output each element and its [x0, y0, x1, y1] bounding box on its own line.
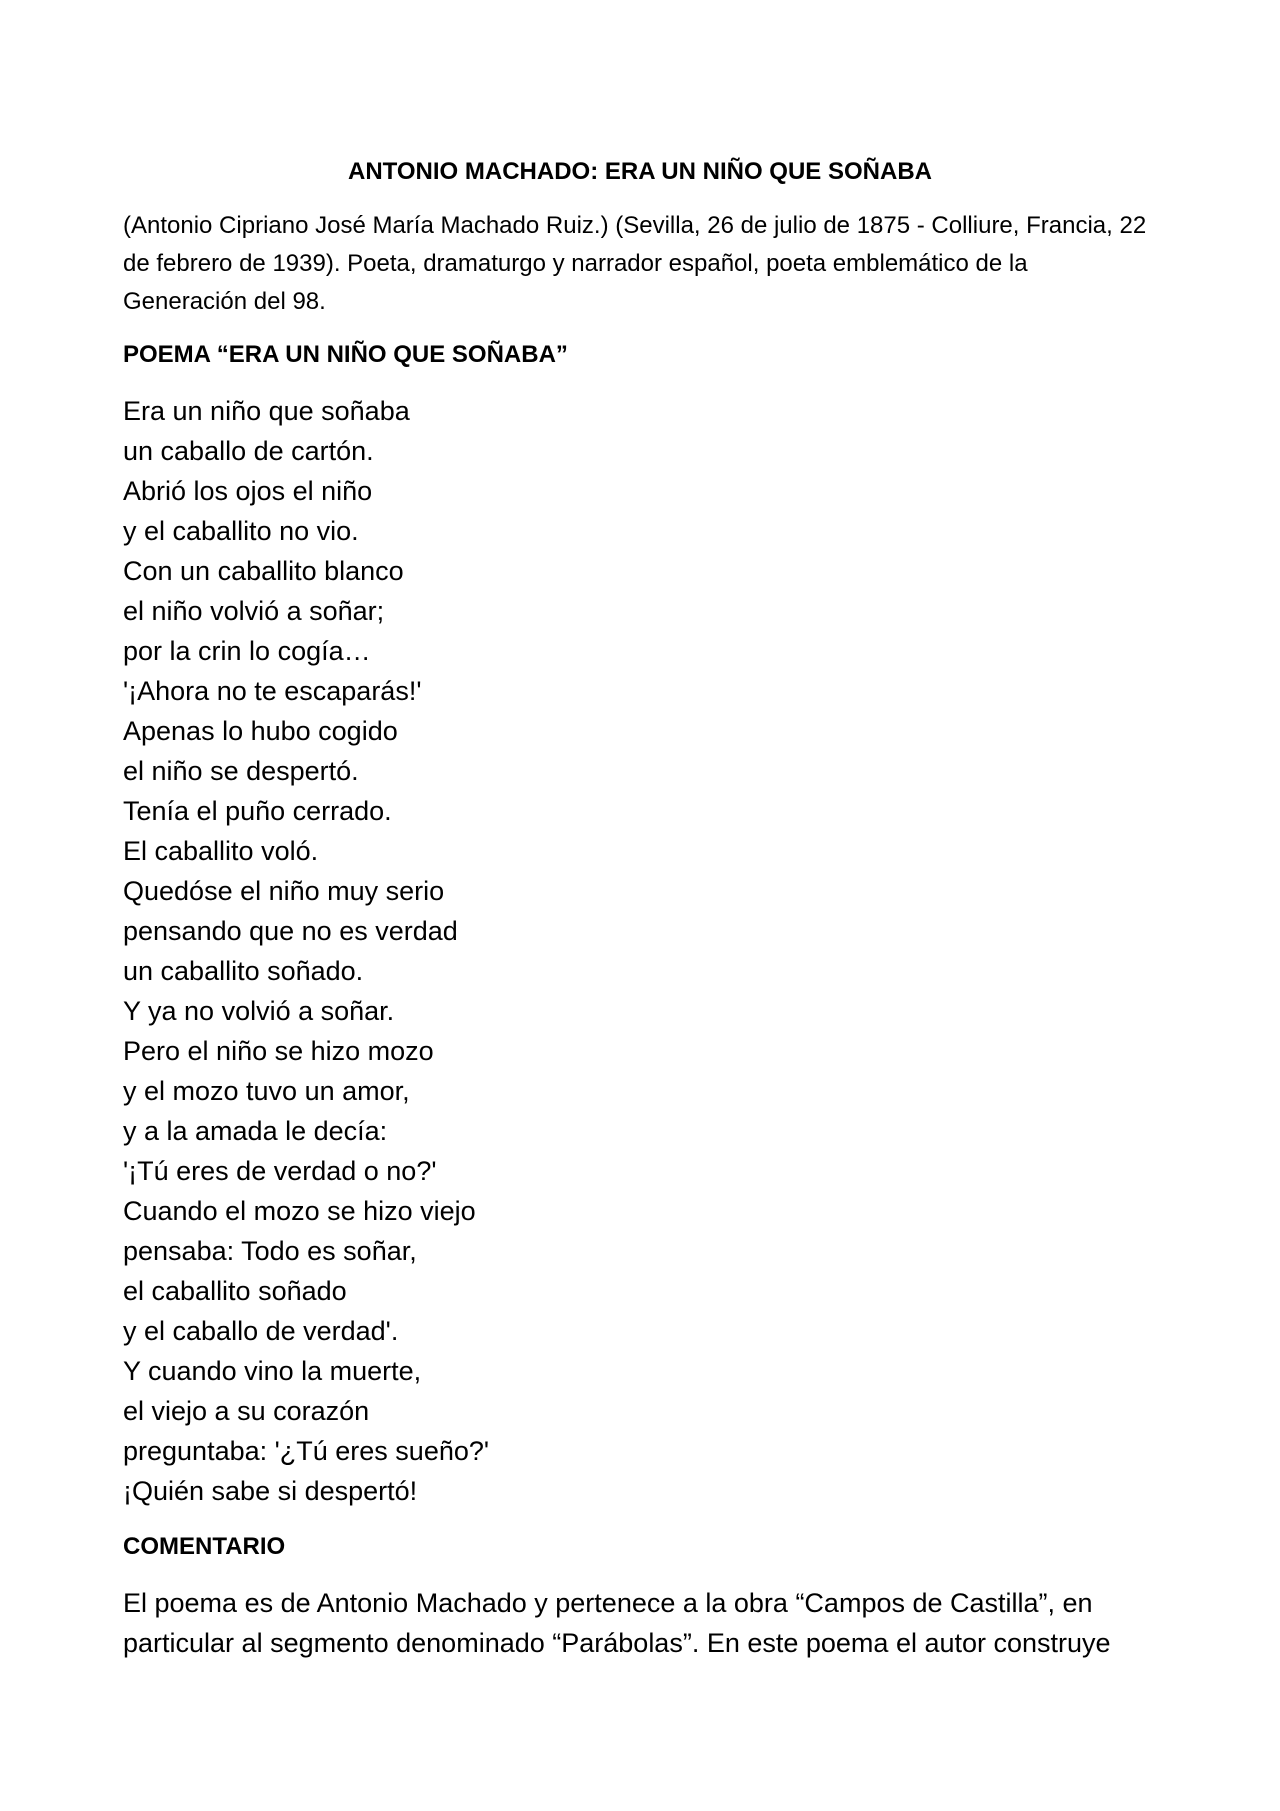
poem-line: el caballito soñado	[123, 1276, 347, 1306]
poem-line: y el caballito no vio.	[123, 516, 359, 546]
poem-line: Apenas lo hubo cogido	[123, 716, 398, 746]
poem-line: Con un caballito blanco	[123, 556, 404, 586]
poem-line: por la crin lo cogía…	[123, 636, 371, 666]
poem-line: el niño volvió a soñar;	[123, 596, 385, 626]
comment-heading: COMENTARIO	[123, 1533, 286, 1560]
poem-line: ¡Quién sabe si despertó!	[123, 1476, 418, 1506]
poem-line: Abrió los ojos el niño	[123, 476, 373, 506]
poem-line: el viejo a su corazón	[123, 1396, 370, 1426]
poem-line: pensando que no es verdad	[123, 916, 458, 946]
poem-line: '¡Ahora no te escaparás!'	[123, 676, 422, 706]
poem-line: Y cuando vino la muerte,	[123, 1356, 422, 1386]
poem-line: pensaba: Todo es soñar,	[123, 1236, 417, 1266]
author-intro: (Antonio Cipriano José María Machado Ruiz.) (Sevilla, 26 de julio de 1875 - Colliure, Francia, 22 de febrero de 1939). Poeta, dramaturgo y narrador español, poeta emblemático de la Generación del 98.	[123, 212, 1147, 315]
poem-line: Cuando el mozo se hizo viejo	[123, 1196, 476, 1226]
poem-line: Era un niño que soñaba	[123, 396, 410, 426]
poem-line: el niño se despertó.	[123, 756, 359, 786]
poem-line: Tenía el puño cerrado.	[123, 796, 392, 826]
poem-line: y a la amada le decía:	[123, 1116, 388, 1146]
poem-line: '¡Tú eres de verdad o no?'	[123, 1156, 437, 1186]
poem-line: Pero el niño se hizo mozo	[123, 1036, 434, 1066]
poem-line: y el mozo tuvo un amor,	[123, 1076, 410, 1106]
poem-line: un caballo de cartón.	[123, 436, 374, 466]
document-title: ANTONIO MACHADO: ERA UN NIÑO QUE SOÑABA	[347, 158, 932, 185]
poem-line: y el caballo de verdad'.	[123, 1316, 399, 1346]
poem	[123, 391, 1157, 1511]
document-content	[123, 155, 1157, 1663]
poem-line: preguntaba: '¿Tú eres sueño?'	[123, 1436, 490, 1466]
comment-body: El poema es de Antonio Machado y pertenece a la obra “Campos de Castilla”, en particular al segmento denominado “Parábolas”. En este poema el autor construye	[123, 1588, 1111, 1658]
poem-line: un caballito soñado.	[123, 956, 364, 986]
poem-heading: POEMA “ERA UN NIÑO QUE SOÑABA”	[123, 341, 568, 368]
poem-line: Y ya no volvió a soñar.	[123, 996, 395, 1026]
poem-line: El caballito voló.	[123, 836, 319, 866]
poem-line: Quedóse el niño muy serio	[123, 876, 445, 906]
